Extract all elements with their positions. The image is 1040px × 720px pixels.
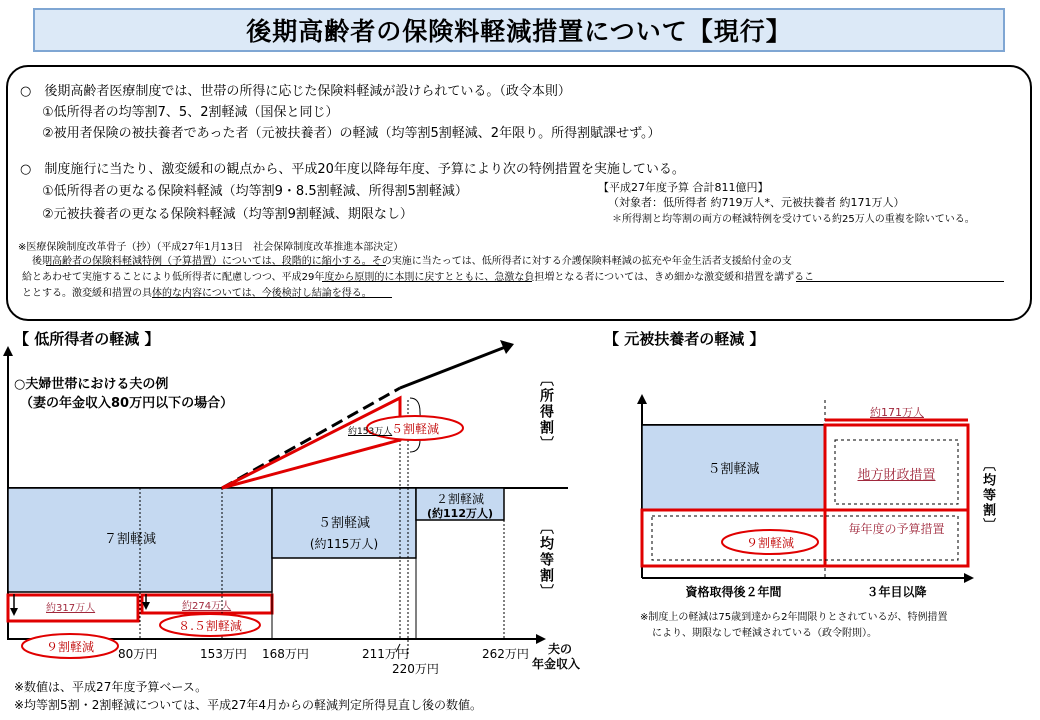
right-tick-2years: 資格取得後２年間 (685, 585, 782, 599)
budget-total: 【平成27年度予算 合計811億円】 (598, 181, 769, 194)
budget-targets: （対象者：低所得者 約719万人*、元被扶養者 約171万人） (608, 196, 905, 209)
bar-2wari-count: (約112万人) (426, 507, 494, 520)
tick-211: 211万円 (362, 647, 409, 661)
kintou-label: 〔均等割〕 (538, 520, 554, 600)
tick-153: 153万円 (200, 647, 247, 661)
y-axis-arrow (3, 346, 13, 356)
summary-point-1-item-1: ①低所得者の均等割7、5、2割軽減（国保と同じ） (42, 105, 339, 120)
label-85wari: ８.５割軽減 (178, 619, 242, 633)
reform-note-line-3: ととする。激変緩和措置の具体的な内容については、今後検討し結論を得る。 (22, 288, 372, 299)
budget-note: ＊所得割と均等割の両方の軽減特例を受けている約25万人の重複を除いている。 (612, 214, 975, 225)
label-9wari: ９割軽減 (45, 640, 94, 654)
reform-note-source: ※医療保険制度改革骨子（抄）（平成27年1月13日 社会保障制度改革推進本部決定） (18, 242, 404, 253)
tick-220: 220万円 (392, 662, 439, 676)
right-note-2: により、期限なしで軽減されている（政令附則）。 (652, 628, 877, 639)
count-171: 約171万人 (870, 406, 924, 419)
right-note-1: ※制度上の軽減は75歳到達から2年間限りとされているが、特例措置 (640, 612, 948, 623)
count-274: 約274万人 (182, 601, 232, 612)
summary-point-1-item-2: ②被用者保険の被扶養者であった者（元被扶養者）の軽減（均等割5割軽減、2年限り。所得割賦課せず。） (42, 126, 661, 141)
right-tick-3rd-year: ３年目以降 (866, 585, 927, 599)
right-kintou-label: 〔均等割〕 (980, 458, 995, 533)
triangle-count: 約153万人 (348, 427, 393, 437)
reform-note-line-2: 給とあわせて実施することにより低所得者に配慮しつつ、平成29年度から原則的に本則に戻すとともに、急激な負担増となる者については、きめ細かな激変緩和措置を講ずるこ (22, 272, 815, 283)
example-condition: （妻の年金収入80万円以下の場合） (20, 396, 234, 411)
income-slope (400, 346, 508, 388)
right-label-9wari: ９割軽減 (745, 536, 794, 550)
right-box-3rd-year (825, 425, 968, 566)
x-axis-arrow (536, 634, 546, 644)
triangle-5wari (222, 398, 400, 488)
footer-note-2: ※均等割5割・2割軽減については、平成27年4月からの軽減判定所得見直し後の数値。 (14, 698, 482, 712)
footer-note-1: ※数値は、平成27年度予算ベース。 (14, 680, 208, 694)
tick-80: 80万円 (118, 647, 158, 661)
x-axis-label-1: 夫の (548, 642, 573, 656)
reform-note-line-1: 後期高齢者の保険料軽減特例（予算措置）については、段階的に縮小する。その実施に当たっては、低所得者に対する介護保険料軽減の拡充や年金生活者支援給付金の支 (32, 256, 792, 267)
summary-point-2: ○ 制度施行に当たり、激変緩和の観点から、平成20年度以降毎年度、予算により次の特例措置を実施している。 (20, 162, 685, 177)
page-title: 後期高齢者の保険料軽減措置について【現行】 (33, 8, 1005, 52)
bar-5wari-count: (約115万人) (309, 537, 379, 551)
x-axis-label-2: 年金収入 (532, 657, 581, 671)
triangle-reduction: ５割軽減 (390, 422, 439, 436)
bar-2wari-label: ２割軽減 (435, 492, 484, 506)
shotoku-label: 〔所得割〕 (538, 372, 554, 452)
tick-168: 168万円 (262, 647, 309, 661)
bar-7wari-label: ７割軽減 (104, 532, 157, 547)
count-317: 約317万人 (46, 603, 96, 614)
bar-5wari-label: ５割軽減 (317, 516, 370, 531)
summary-point-2-item-2: ②元被扶養者の更なる保険料軽減（均等割9割軽減、期限なし） (42, 207, 413, 222)
low-income-heading: 【 低所得者の軽減 】 (14, 330, 160, 348)
yosan-label: 毎年度の予算措置 (848, 522, 945, 536)
tick-262: 262万円 (482, 647, 529, 661)
summary-point-1: ○ 後期高齢者医療制度では、世帯の所得に応じた保険料軽減が設けられている。（政令本則） (20, 84, 571, 99)
example-title: ○夫婦世帯における夫の例 (14, 377, 169, 392)
right-bar-5wari-label: ５割軽減 (707, 462, 760, 477)
summary-point-2-item-1: ①低所得者の更なる保険料軽減（均等割9・8.5割軽減、所得割5割軽減） (42, 184, 468, 199)
former-dependent-heading: 【 元被扶養者の軽減 】 (604, 330, 765, 348)
chiho-label: 地方財政措置 (857, 468, 936, 483)
